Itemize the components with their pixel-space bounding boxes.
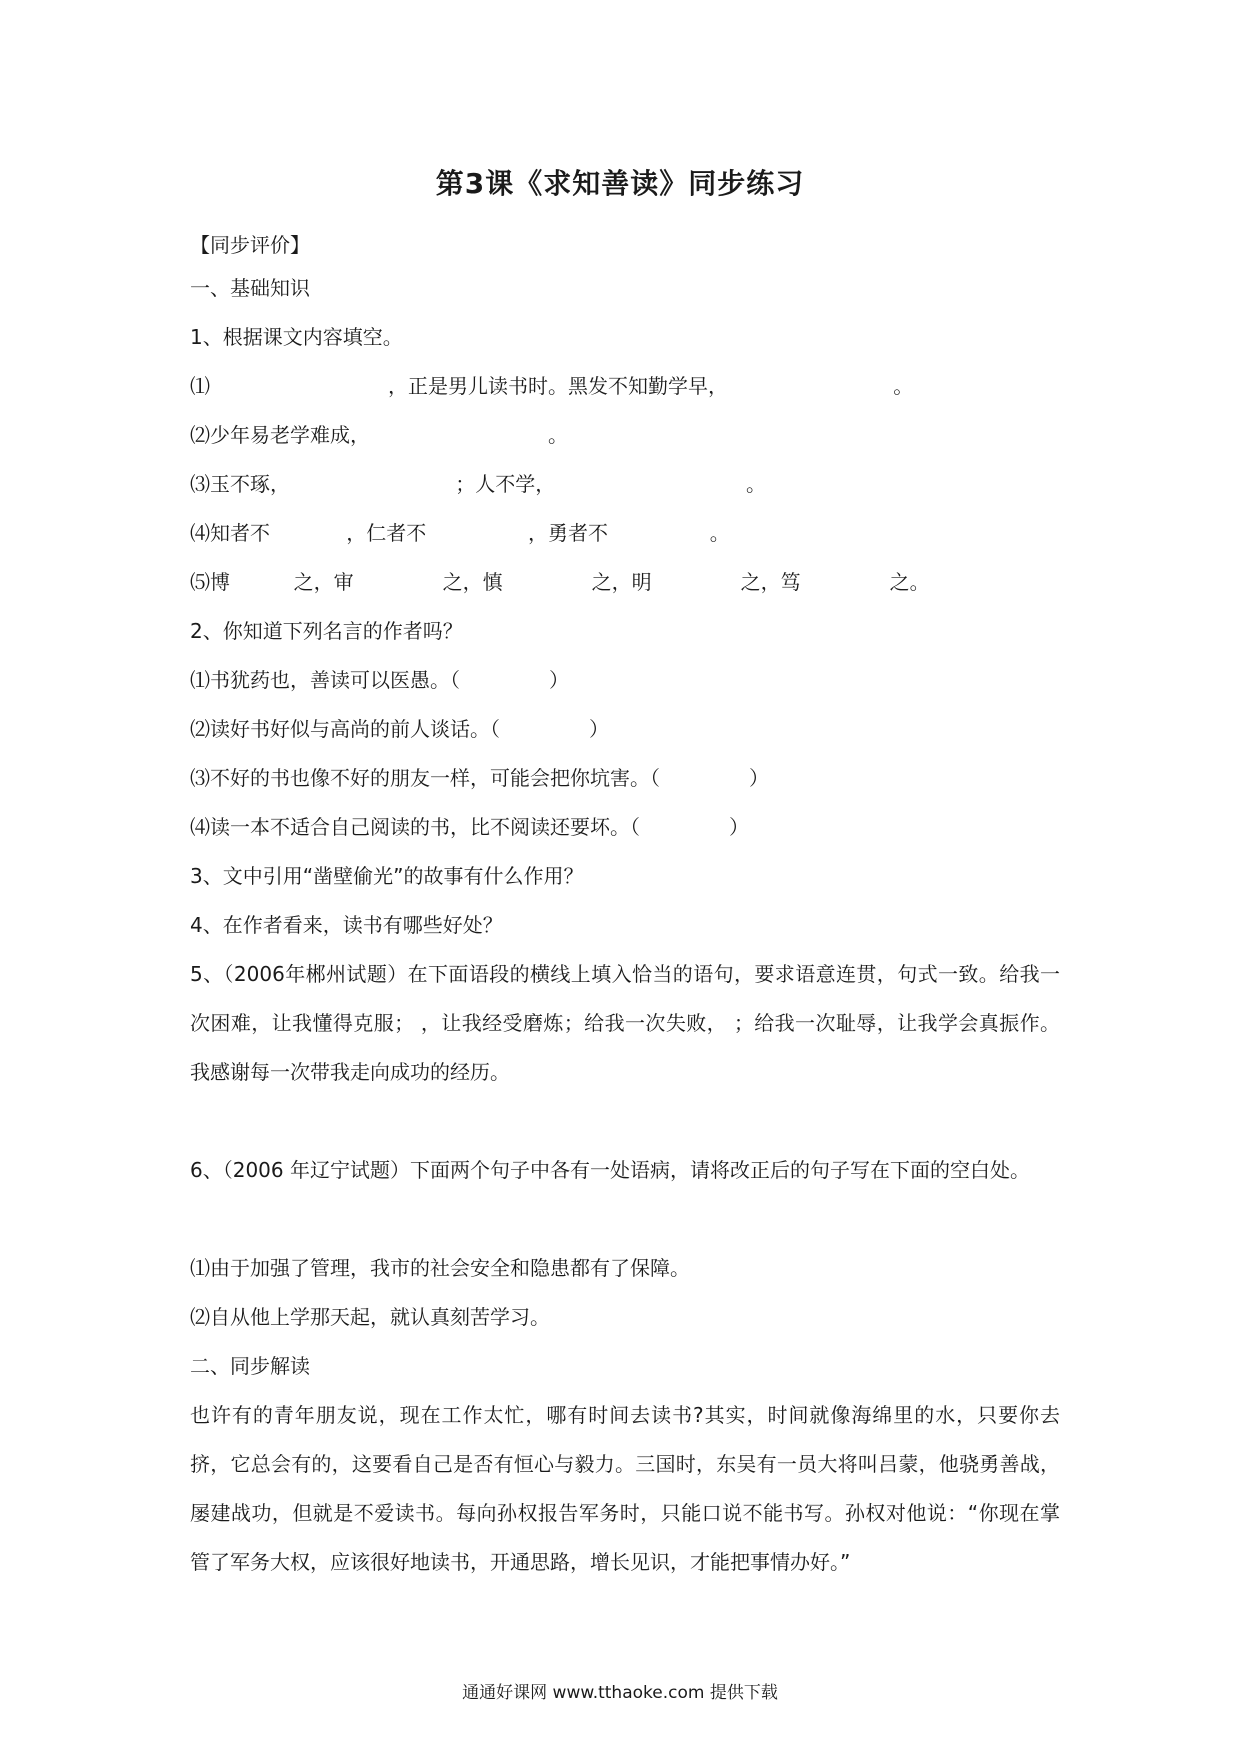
page-footer: 通通好课网 www.tthaoke.com 提供下载 <box>462 1683 778 1703</box>
question-1-item-1: ⑴ ，正是男儿读书时。黑发不知勤学早， 。 <box>190 374 914 398</box>
part-one-heading: 一、基础知识 <box>190 276 310 300</box>
part-two-heading: 二、同步解读 <box>190 1354 310 1378</box>
section-evaluation-heading: 【同步评价】 <box>190 233 310 257</box>
question-6-item-2: ⑵自从他上学那天起，就认真刻苦学习。 <box>190 1305 550 1329</box>
question-1-item-2: ⑵少年易老学难成， 。 <box>190 423 569 447</box>
question-6-item-1: ⑴由于加强了管理，我市的社会安全和隐患都有了保障。 <box>190 1256 690 1280</box>
question-6: 6、（2006 年辽宁试题）下面两个句子中各有一处语病，请将改正后的句子写在下面的空白处。 <box>190 1158 1030 1182</box>
question-1-item-5: ⑸博 之，审 之，慎 之，明 之，笃 之。 <box>190 570 930 594</box>
question-2-item-1: ⑴书犹药也，善读可以医愚。（ ） <box>190 668 570 692</box>
question-3: 3、文中引用“凿壁偷光”的故事有什么作用？ <box>190 864 584 888</box>
question-2-item-4: ⑷读一本不适合自己阅读的书，比不阅读还要坏。（ ） <box>190 815 750 839</box>
question-1: 1、根据课文内容填空。 <box>190 325 403 349</box>
reading-passage: 也许有的青年朋友说，现在工作太忙，哪有时间去读书?其实，时间就像海绵里的水，只要你去挤，它总会有的，这要看自己是否有恒心与毅力。三国时，东吴有一员大将叫吕蒙，他骁勇善战，屡建战功，但就是不爱读书。每向孙权报告军务时，只能口说不能书写。孙权对他说：“你现在掌管了军务大权，应该很好地读书，开通思路，增长见识，才能把事情办好。” <box>190 1403 1060 1574</box>
question-2-item-3: ⑶不好的书也像不好的朋友一样，可能会把你坑害。（ ） <box>190 766 770 790</box>
question-4: 4、在作者看来，读书有哪些好处？ <box>190 913 503 937</box>
question-2-item-2: ⑵读好书好似与高尚的前人谈话。（ ） <box>190 717 610 741</box>
page-title: 第3课《求知善读》同步练习 <box>435 167 805 200</box>
question-5: 5、（2006年郴州试题）在下面语段的横线上填入恰当的语句，要求语意连贯，句式一致。给我一次困难，让我懂得克服； ，让我经受磨炼；给我一次失败， ；给我一次耻辱，让我学会真振作。我感谢每一次带我走向成功的经历。 <box>190 962 1060 1084</box>
question-1-item-3: ⑶玉不琢， ；人不学， 。 <box>190 472 767 496</box>
question-2: 2、你知道下列名言的作者吗？ <box>190 619 463 643</box>
question-1-item-4: ⑷知者不 ，仁者不 ，勇者不 。 <box>190 521 730 545</box>
